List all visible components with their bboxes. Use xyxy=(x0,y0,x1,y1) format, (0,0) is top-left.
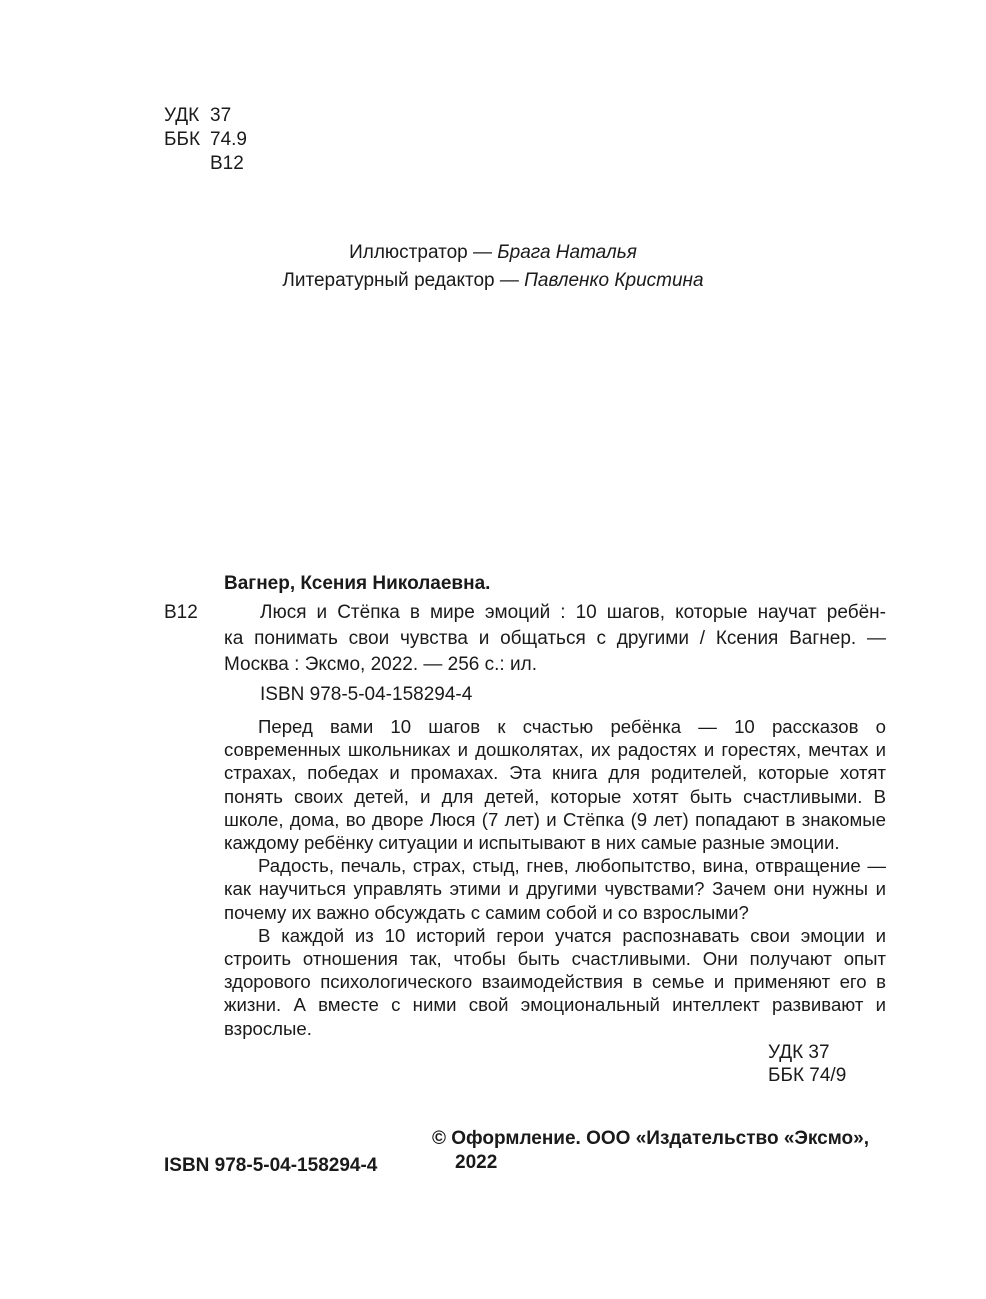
udk-value: 37 xyxy=(210,105,232,126)
title-line-1: Люся и Стёпка в мире эмоций : 10 шагов, которые научат ребён- xyxy=(260,602,886,623)
record-author-mark: В12 xyxy=(164,602,198,623)
illustrator-role: Иллюстратор — xyxy=(349,242,498,263)
bottom-bbk: ББК 74/9 xyxy=(768,1065,847,1086)
annotation-paragraph-3: В каждой из 10 историй герои учатся распознавать свои эмоции и строить отношения так, чтобы быть счастливыми. Они получают опыт здорового психологического взаимодействия в семье и применяют его в жизни. А вместе с ними свой эмоциональный интеллект развивают и взрослые. xyxy=(224,924,886,1039)
footer-isbn: ISBN 978-5-04-158294-4 xyxy=(164,1155,378,1176)
illustrator-credit xyxy=(0,241,986,265)
illustrator-name: Брага Наталья xyxy=(497,242,637,263)
title-line-3: Москва : Эксмо, 2022. — 256 с.: ил. xyxy=(224,654,537,675)
bbk-value: 74.9 xyxy=(210,129,247,150)
bibliographic-description xyxy=(224,600,886,678)
udk-label: УДК xyxy=(164,105,200,126)
author-mark: В12 xyxy=(210,153,244,174)
isbn-line: ISBN 978-5-04-158294-4 xyxy=(260,684,473,705)
editor-role: Литературный редактор — xyxy=(282,270,525,291)
copyright-line-2: 2022 xyxy=(455,1152,498,1173)
annotation xyxy=(224,715,886,1040)
udk-row xyxy=(164,104,247,128)
classification-codes-top xyxy=(164,104,247,176)
copyright-line-1: © Оформление. ООО «Издательство «Эксмо», xyxy=(432,1128,869,1149)
author-heading: Вагнер, Ксения Николаевна. xyxy=(224,573,491,594)
bbk-label: ББК xyxy=(164,129,201,150)
annotation-paragraph-1: Перед вами 10 шагов к счастью ребёнка — 10 рассказов о современных школьниках и дошколятах, их радостях и горестях, мечтах и страхах, победах и промахах. Эта книга для родителей, которые хотят понять своих детей, и для детей, которые хотят быть счастливыми. В школе, дома, во дворе Люся (7 лет) и Стёпка (9 лет) попадают в знакомые каждому ребёнку ситуации и испытывают в них самые разные эмоции. xyxy=(224,716,886,854)
annotation-paragraph-2: Радость, печаль, страх, стыд, гнев, любопытство, вина, отвращение — как научиться управлять этими и другими чувствами? Зачем они нужны и почему их важно обсуждать с самим собой и со взрослыми? xyxy=(224,855,886,923)
bottom-udk: УДК 37 xyxy=(768,1042,830,1063)
editor-name: Павленко Кристина xyxy=(524,270,704,291)
editor-credit xyxy=(0,269,986,293)
title-line-2: ка понимать свои чувства и общаться с другими / Ксения Вагнер. — xyxy=(224,628,886,649)
bbk-row xyxy=(164,128,247,152)
author-mark-row xyxy=(164,152,247,176)
